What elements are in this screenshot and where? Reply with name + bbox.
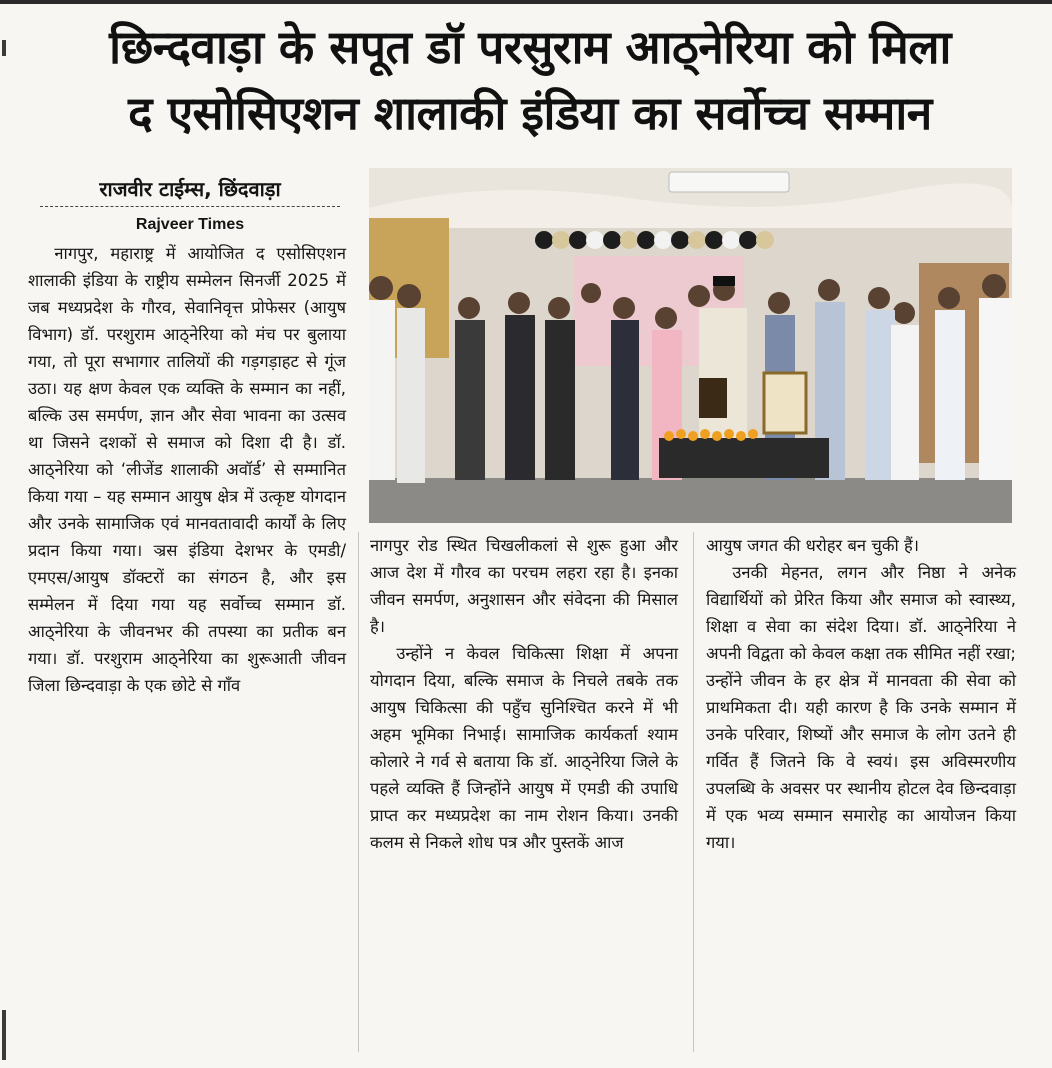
article-paragraph: आयुष जगत की धरोहर बन चुकी हैं। bbox=[706, 536, 920, 555]
edge-mark bbox=[2, 1010, 6, 1060]
byline: राजवीर टाईम्स, छिंदवाड़ा bbox=[40, 176, 340, 207]
table bbox=[659, 438, 829, 478]
event-photo bbox=[369, 168, 1012, 523]
article-paragraph: नागपुर रोड स्थित चिखलीकलां से शुरू हुआ और आज देश में गौरव का परचम लहरा रहा है। इनका जीवन समर्पण, अनुशासन और संवेदना की मिसाल है। bbox=[370, 536, 678, 636]
headline-line-2: द एसोसिएशन शालाकी इंडिया का सर्वोच्च सम्मान bbox=[128, 86, 932, 140]
floor bbox=[369, 478, 1012, 523]
article-column-2 bbox=[370, 532, 678, 856]
article-paragraph: नागपुर, महाराष्ट्र में आयोजित द एसोसिएशन शालाकी इंडिया के राष्ट्रीय सम्मेलन सिनर्जी 2025 में जब मध्यप्रदेश के गौरव, सेवानिवृत्त प्रोफेसर (आयुष विभाग) डॉ. परशुराम आठ्नेरिया को मंच पर बुलाया गया, तो पूरा सभागार तालियों की गड़गड़ाहट से गूंज उठा। यह क्षण केवल एक व्यक्ति के सम्मान का नहीं, बल्कि उस समर्पण, ज्ञान और सेवा भावना का उत्सव था जिसने दशकों से समाज को दिशा दी है। डॉ. आठ्नेरिया को ‘लीजेंड शालाकी अवॉर्ड’ से सम्मानित किया गया – यह सम्मान आयुष क्षेत्र में उत्कृष्ट योगदान और उनके सामाजिक एवं मानवतावादी कार्यों के लिए प्रदान किया गया। ञ्रस इंडिया देशभर के एमडी/एमएस/आयुष डॉक्टरों का संगठन है, और इस सम्मेलन में दिया गया यह सर्वोच्च सम्मान डॉ. आठ्नेरिया के जीवनभर की तपस्या का प्रतीक बन गया। डॉ. परशुराम आठ्नेरिया का शुरूआती जीवन जिला छिन्दवाड़ा के एक छोटे से गाँव bbox=[28, 244, 346, 695]
trophy bbox=[699, 378, 727, 418]
ac-unit bbox=[669, 172, 789, 192]
article-column-1 bbox=[28, 240, 346, 699]
edge-mark bbox=[2, 40, 6, 56]
source-label: Rajveer Times bbox=[135, 216, 245, 233]
group-photo-illustration bbox=[369, 168, 1012, 523]
article-column-3 bbox=[706, 532, 1016, 856]
top-rule bbox=[0, 0, 1052, 4]
headline-line-1: छिन्दवाड़ा के सपूत डॉ परसुराम आठ्नेरिया को मिला bbox=[109, 20, 951, 74]
award-frame bbox=[764, 373, 806, 433]
article-paragraph: उनकी मेहनत, लगन और निष्ठा ने अनेक विद्यार्थियों को प्रेरित किया और समाज को स्वास्थ्य, शिक्षा व सेवा का संदेश दिया। डॉ. आठ्नेरिया ने अपनी विद्वता को केवल कक्षा तक सीमित नहीं रखा; उन्होंने जीवन के हर क्षेत्र में मानवता की सेवा को प्राथमिकता दी। यही कारण है कि उनके सम्मान में उनके परिवार, शिष्यों और समाज के लोग उतने ही गर्वित हैं जितने कि वे स्वयं। इस अविस्मरणीय उपलब्धि के अवसर पर स्थानीय होटल देव छिन्दवाड़ा में एक भव्य सम्मान समारोह का आयोजन किया गया। bbox=[706, 563, 1016, 852]
headline bbox=[30, 14, 1030, 146]
article-paragraph: उन्होंने न केवल चिकित्सा शिक्षा में अपना योगदान दिया, बल्कि समाज के निचले तबके तक आयुष चिकित्सा की पहुँच सुनिश्चित करने में भी अहम भूमिका निभाई। सामाजिक कार्यकर्ता श्याम कोलारे ने गर्व से बताया कि डॉ. आठ्नेरिया जिले के पहले व्यक्ति हैं जिन्होंने आयुष में एमडी की उपाधि प्राप्त कर मध्यप्रदेश का नाम रोशन किया। उनकी कलम से निकले शोध पत्र और पुस्तकें आज bbox=[370, 644, 678, 852]
column-divider bbox=[358, 532, 359, 1052]
column-divider bbox=[693, 532, 694, 1052]
